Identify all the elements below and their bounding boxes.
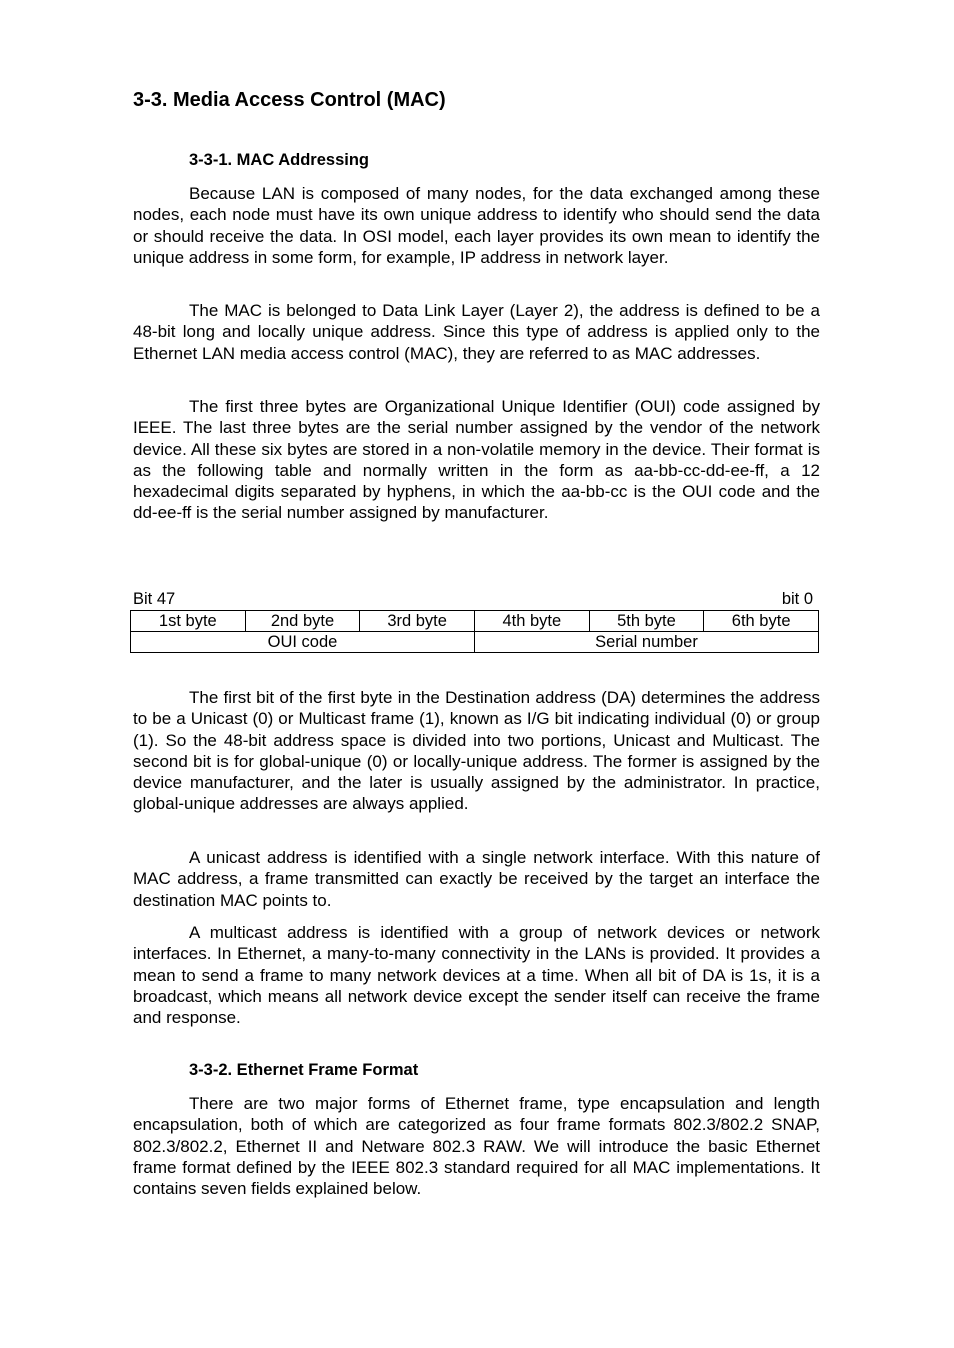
section-title-ethernet-frame-format: 3-3-2. Ethernet Frame Format	[189, 1061, 419, 1079]
table-cell: 5th byte	[589, 611, 704, 632]
page-title: 3-3. Media Access Control (MAC)	[133, 89, 446, 111]
table-cell: 3rd byte	[360, 611, 475, 632]
table-cell: 2nd byte	[245, 611, 360, 632]
mac-address-table	[130, 610, 819, 653]
paragraph: A multicast address is identified with a group of network devices or network interfaces. In Ethernet, a many-to-many connectivity in the LANs is provided. It provides a mean to send a frame to many network devices at a time. When all bit of DA is 1s, it is a broadcast, which means all network device except the sender itself can receive the frame and response.	[133, 923, 820, 1028]
paragraph: Because LAN is composed of many nodes, for the data exchanged among these nodes, each node must have its own unique address to identify who should send the data or should receive the data. In OSI model, each layer provides its own mean to identify the unique address in some form, for example, IP address in network layer.	[133, 184, 820, 267]
oui-code-cell: OUI code	[131, 632, 475, 653]
paragraph: The first three bytes are Organizational Unique Identifier (OUI) code assigned by IEEE. The last three bytes are the serial number assigned by the vendor of the network device. All these six bytes are stored in a non-volatile memory in the device. Their format is as the following table and normally written in the form as aa-bb-cc-dd-ee-ff, a 12 hexadecimal digits separated by hyphens, in which the aa-bb-cc is the OUI code and the dd-ee-ff is the serial number assigned by manufacturer.	[133, 397, 820, 523]
paragraph: A unicast address is identified with a single network interface. With this nature of MAC address, a frame transmitted can exactly be received by the target an interface the destination MAC points to.	[133, 848, 820, 910]
bit-0-label: bit 0	[781, 590, 813, 608]
paragraph: The MAC is belonged to Data Link Layer (Layer 2), the address is defined to be a 48-bit long and locally unique address. Since this type of address is applied only to the Ethernet LAN media access control (MAC), they are referred to as MAC addresses.	[133, 301, 820, 363]
table-cell: 1st byte	[131, 611, 246, 632]
serial-number-cell: Serial number	[474, 632, 818, 653]
paragraph: There are two major forms of Ethernet frame, type encapsulation and length encapsulation, both of which are categorized as four frame formats 802.3/802.2 SNAP, 802.3/802.2, Ethernet II and Netware 802.3 RAW. We will introduce the basic Ethernet frame format defined by the IEEE 802.3 standard required for all MAC implementations. It contains seven fields explained below.	[133, 1094, 820, 1199]
paragraph: The first bit of the first byte in the Destination address (DA) determines the address to be a Unicast (0) or Multicast frame (1), known as I/G bit indicating individual (0) or group (1). So the 48-bit address space is divided into two portions, Unicast and Multicast. The second bit is for global-unique (0) or locally-unique address. The former is assigned by the device manufacturer, and the later is usually assigned by the administrator. In practice, global-unique addresses are always applied.	[133, 688, 820, 814]
section-title-mac-addressing: 3-3-1. MAC Addressing	[189, 151, 370, 169]
table-cell: 4th byte	[474, 611, 589, 632]
table-row	[131, 632, 819, 653]
table-row	[131, 611, 819, 632]
bit-47-label: Bit 47	[133, 590, 176, 608]
table-cell: 6th byte	[704, 611, 819, 632]
